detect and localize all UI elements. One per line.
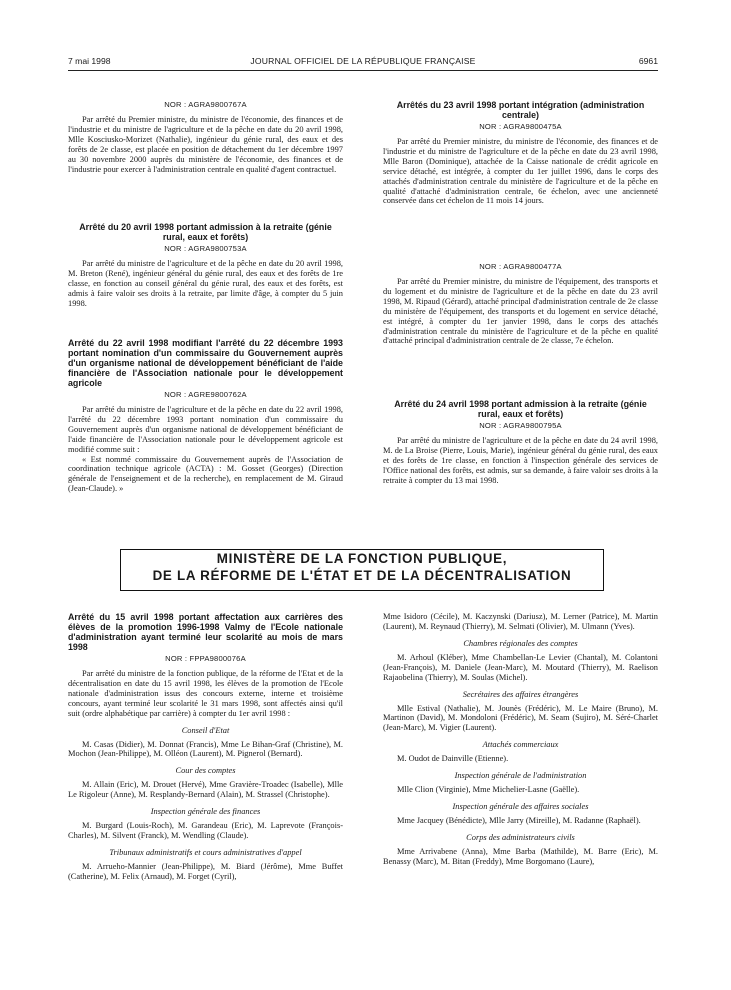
corps-heading: Secrétaires des affaires étrangères [462,689,579,699]
names-list: Mlle Clion (Virginie), Mme Michelier-Lasne (Gaëlle). [397,785,580,795]
corps-heading: Chambres régionales des comptes [463,638,578,648]
names-list: Mme Jacquey (Bénédicte), Mlle Jarry (Mireille), M. Radanne (Raphaël). [397,816,641,826]
left-column-section-3 [68,338,343,494]
nor-reference: NOR : AGRA9800475A [479,122,562,131]
header-journal-title: JOURNAL OFFICIEL DE LA RÉPUBLIQUE FRANÇAISE [250,56,476,66]
left-column-section-2 [68,222,343,309]
corps-heading: Attachés commerciaux [482,740,559,750]
decree-title: Arrêtés du 23 avril 1998 portant intégration (administration centrale) [396,100,645,120]
decree-paragraph: « Est nommé commissaire du Gouvernement auprès de l'Association de coordination technique agricole (ACTA) : M. Gosset (Georges) (Direction générale de l'enseignement et de la recherche), en remplacement de M. Giraud (Jean-Claude). » [68,454,343,494]
names-list: M. Arhoul (Kléber), Mme Chambellan-Le Levier (Chantal), M. Colantoni (Jean-François), M. Daniele (Jean-Marc), M. Moutard (Thierry), M. Raelison Rajaobelina (Thierry), M. Soulas (Michel). [383,652,658,682]
decree-paragraph: Par arrêté du Premier ministre, du ministre de l'économie, des finances et de l'industrie et du ministre de l'agriculture et de la pêche en date du 20 avril 1998, Mlle Kosciusko-Morizet (Nathalie), ingénieur du génie rural, des eaux et des forêts de 2e classe, est placée en position de détachement du 1er décembre 1997 au 30 novembre 2000 auprès du ministère de l'économie, des finances et de l'industrie pour exercer à l'administration centrale en qualité d'agent contractuel. [68,115,343,174]
corps-heading: Inspection générale de l'administration [454,771,587,781]
right-column-section-3 [383,399,658,486]
running-header [68,56,658,71]
right-column-section-1 [383,100,658,206]
banner-line-2: DE LA RÉFORME DE L'ÉTAT ET DE LA DÉCENTRALISATION [152,568,572,583]
names-list: Mme Isidoro (Cécile), M. Kaczynski (Dariusz), M. Lerner (Patrice), M. Martin (Laurent), M. Reynaud (Thierry), M. Selmati (Olivier), M. Ulmann (Yves). [383,612,658,631]
decree-paragraph: Par arrêté du ministre de l'agriculture et de la pêche en date du 20 avril 1998, M. Breton (René), ingénieur général du génie rural, des eaux et des forêts de 1re classe, en fonction au conseil général du génie rural, des eaux et des forêts, est admis à faire valoir ses droits à la retraite, par limite d'âge, à compter du 5 juin 1998. [68,259,343,308]
nor-reference: NOR : AGRA9800477A [479,262,562,271]
decree-paragraph: Par arrêté du ministre de l'agriculture et de la pêche en date du 24 avril 1998, M. de La Broise (Pierre, Louis, Marie), ingénieur général du génie rural, des eaux et des forêts de 1re classe, en fonction à l'inspection générale des services de l'Office national des forêts, est admis, sur sa demande, à faire valoir ses droits à la retraite à compter du 13 mai 1998. [383,436,658,485]
nor-reference: NOR : AGRE9800762A [164,390,247,399]
nor-reference: NOR : FPPA9800076A [165,654,246,663]
decree-title: Arrêté du 22 avril 1998 modifiant l'arrêté du 22 décembre 1993 portant nomination d'un commissaire du Gouvernement auprès d'un organisme national de développement bénéficiant de l'aide financière de l'Association nationale pour le développement agricole [68,338,343,388]
corps-heading: Inspection générale des affaires sociales [452,802,589,812]
corps-heading: Cour des comptes [175,766,236,776]
decree-title: Arrêté du 15 avril 1998 portant affectation aux carrières des élèves de la promotion 1996-1998 Valmy de l'Ecole nationale d'administration ayant terminé leur scolarité au mois de mars 1998 [68,612,343,652]
ministry-banner [120,549,604,591]
left-column-bottom [68,612,343,882]
corps-heading: Tribunaux administratifs et cours administratives d'appel [109,847,302,857]
decree-paragraph: Par arrêté du Premier ministre, du ministre de l'économie, des finances et de l'industrie et du ministre de l'agriculture et de la pêche en date du 23 avril 1998, Mlle Baron (Dominique), attachée de la Caisse nationale de crédit agricole en service détaché, est intégrée, à compter du 1er juillet 1996, dans le corps des attachés d'administration centrale du ministère de l'agriculture et de la pêche en qualité d'attaché d'administration centrale, 6e échelon, avec une ancienneté conservée dans cet échelon de 11 mois 14 jours. [383,137,658,206]
decree-paragraph: Par arrêté du ministre de l'agriculture et de la pêche en date du 22 avril 1998, l'arrêté du 22 décembre 1993 portant nomination d'un commissaire du Gouvernement auprès d'un organisme national de développement bénéficiant de l'aide financière de l'Association nationale pour le développement agricole est modifié comme suit : [68,405,343,454]
corps-heading: Corps des administrateurs civils [466,832,575,842]
names-list: M. Arrueho-Mannier (Jean-Philippe), M. Biard (Jérôme), Mme Buffet (Catherine), M. Felix (Arnaud), M. Forget (Cyril), [68,861,343,881]
left-column-top [68,98,343,174]
decree-paragraph: Par arrêté du ministre de la fonction publique, de la réforme de l'Etat et de la décentralisation en date du 15 avril 1998, les élèves de la promotion de l'Ecole nationale d'administration issus des concours externe, interne et troisième concours, ayant terminé leur scolarité le 31 mars 1998, sont affectés ainsi qu'il suit (ordre alphabétique par carrière) à compter du 1er avril 1998 : [68,669,343,718]
header-page-number: 6961 [638,56,658,66]
names-list: M. Allain (Eric), M. Drouet (Hervé), Mme Gravière-Troadec (Isabelle), Mlle Le Rigoleur (Anne), M. Resplandy-Bernard (Alain), M. Strassel (Christophe). [68,780,343,800]
right-column-bottom [383,612,658,867]
corps-heading: Conseil d'Etat [181,725,230,735]
decree-paragraph: Par arrêté du Premier ministre, du ministre de l'équipement, des transports et du logement et du ministre de l'agriculture et de la pêche en date du 23 avril 1998, M. Ripaud (Gérard), attaché principal d'administration centrale de 2e classe du ministère de l'équipement, des transports et du logement en service détaché, est intégré, à compter du 1er janvier 1998, dans le corps des attachés d'administration centrale du ministère de l'agriculture et de la pêche en qualité d'attaché principal d'administration centrale de 2e classe, 7e échelon. [383,277,658,346]
nor-reference: NOR : AGRA9800767A [164,100,247,109]
names-list: M. Oudot de Dainville (Etienne). [397,754,509,764]
decree-title: Arrêté du 20 avril 1998 portant admission à la retraite (génie rural, eaux et forêts) [79,222,332,242]
corps-heading: Inspection générale des finances [150,807,261,817]
names-list: M. Burgard (Louis-Roch), M. Garandeau (Eric), M. Laprevote (François-Charles), M. Silvent (Franck), M. Wendling (Claude). [68,821,343,841]
names-list: M. Casas (Didier), M. Donnat (Francis), Mme Le Bihan-Graf (Christine), M. Mochon (Jean-Philippe), M. Olléon (Laurent), M. Pignerol (Bernard). [68,739,343,759]
names-list: Mlle Estival (Nathalie), M. Jounès (Frédéric), M. Le Maire (Bruno), M. Martinon (David), M. Mondoloni (Frédéric), M. Seam (Sujiro), M. Séré-Charlet (Jean-Marc), M. Vigier (Laurent). [383,703,658,733]
banner-line-1: MINISTÈRE DE LA FONCTION PUBLIQUE, [216,551,508,566]
nor-reference: NOR : AGRA9800753A [164,244,247,253]
names-list: Mme Arrivabene (Anna), Mme Barba (Mathilde), M. Barre (Eric), M. Benassy (Marc), M. Bitan (Freddy), Mme Borgomano (Laure), [383,846,658,866]
header-date: 7 mai 1998 [68,56,111,66]
nor-reference: NOR : AGRA9800795A [479,421,562,430]
right-column-section-2 [383,260,658,346]
decree-title: Arrêté du 24 avril 1998 portant admission à la retraite (génie rural, eaux et forêts) [394,399,647,419]
